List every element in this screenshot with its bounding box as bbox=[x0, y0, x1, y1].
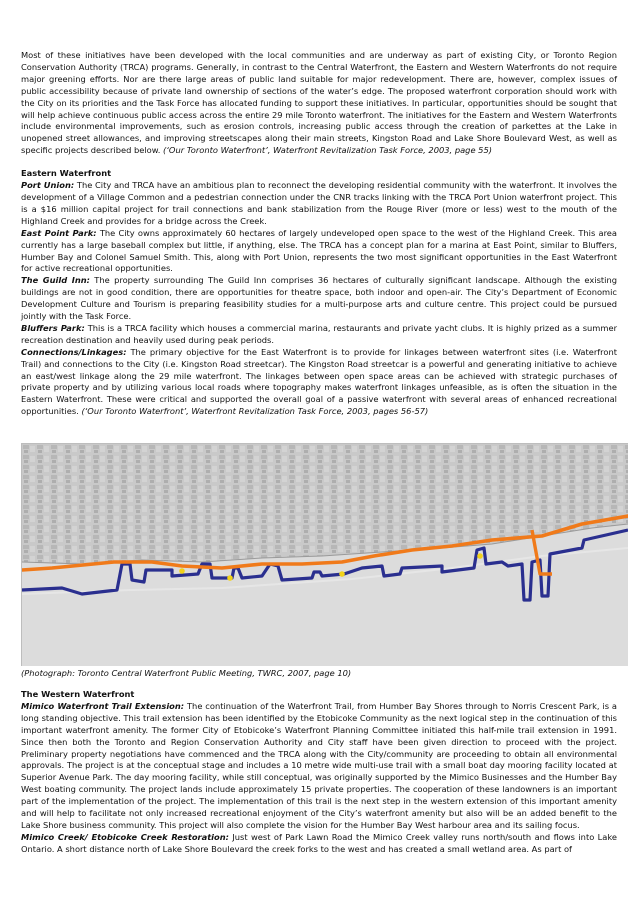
connections-lead: Connections/Linkages: bbox=[21, 346, 127, 357]
lower-text bbox=[21, 689, 617, 856]
port-union-lead: Port Union: bbox=[21, 180, 75, 191]
east-point-lead: East Point Park: bbox=[21, 227, 97, 238]
mimico-trail-lead: Mimico Waterfront Trail Extension: bbox=[21, 700, 185, 711]
western-heading: The Western Waterfront bbox=[21, 689, 135, 699]
marker-dot bbox=[179, 568, 185, 574]
marker-dot bbox=[227, 575, 233, 581]
guild-inn-text: The property surrounding The Guild Inn comprises 36 hectares of culturally significant landscape. Although the existing buildings are not in good condition, there are opportunities for theatre space, both indoor and open-air. The City’s Department of Economic Development Culture and Tourism is preparing feasibility studies for a multi-purpose arts and culture centre. This project could be pursued jointly with the Task Force. bbox=[21, 275, 617, 322]
mimico-creek-lead: Mimico Creek/ Etobicoke Creek Restoration: bbox=[21, 831, 229, 842]
east-point-paragraph bbox=[21, 228, 617, 276]
bluffers-lead: Bluffers Park: bbox=[21, 322, 85, 333]
waterfront-aerial-photo bbox=[21, 443, 628, 666]
intro-paragraph bbox=[21, 50, 617, 157]
waterfront-map-graphic bbox=[22, 444, 628, 666]
intro-text: Most of these initiatives have been developed with the local communities and are underway as part of existing City, or Toronto Region Conservation Authority (TRCA) programs. Generally, in contrast to the Central Waterfront, the Eastern and Western Waterfronts do not require major greening efforts. Nor are there large areas of public land suitable for major redevelopment. There are, however, complex issues of public accessibility because of private land ownership of sections of the water’s edge. The proposed waterfront corporation should work with the City on its priorities and the Task Force has allocated funding to support these initiatives. In particular, opportunities should be sought that will help achieve continuous public access across the entire 29 mile Toronto waterfront. The initiatives for the Eastern and Western Waterfronts include environmental improvements, such as erosion controls, increasing public access through the creation of parkettes at the Lake in unopened street allowances, and improving streetscapes along their main streets, Kingston Road and Lake Shore Boulevard West, as well as specific projects described below. bbox=[21, 50, 617, 156]
port-union-text: The City and TRCA have an ambitious plan to reconnect the developing residential community with the waterfront. It involves the development of a Village Common and a pedestrian connection under the CNR tracks linking with the TRCA Port Union waterfront project. This is a $16 million capital project for trail connections and bank stabilization from the Rouge River (more or less) west to the mouth of the Highland Creek and provides for a bridge across the Creek. bbox=[21, 180, 618, 226]
east-point-text: The City owns approximately 60 hectares of largely undeveloped open space to the west of the Highland Creek. This area currently has a large baseball complex but little, if anything, else. The TRCA has a concept plan for a marina at East Point, similar to Bluffers, Humber Bay and Colonel Samuel Smith. This, along with Port Union, represents the two most significant opportunities in the East Waterfront for active recreational opportunities. bbox=[21, 227, 617, 274]
connections-citation: (‘Our Toronto Waterfront’, Waterfront Revitalization Task Force, 2003, pages 56-57) bbox=[81, 406, 429, 417]
guild-inn-lead: The Guild Inn: bbox=[21, 275, 90, 286]
intro-citation: (‘Our Toronto Waterfront’, Waterfront Revitalization Task Force, 2003, page 55) bbox=[163, 145, 492, 156]
mimico-trail-text: The continuation of the Waterfront Trail, from Humber Bay Shores through to Norris Crescent Park, is a long standing objective. This trail extension has been identified by the Etobicoke Community as the next logical step in the continuation of this important waterfront amenity. The former City of Etobicoke’s Waterfront Planning Committee initiated this half-mile trail extension in 1991. Since then both the Toronto and Region Conservation Authority and City staff have been given direction to proceed with the project. Preliminary property negotiations have commenced and the TRCA along with the City/community are proceeding to obtain all environmental approvals. The project is at the conceptual stage and includes a 10 metre wide multi-use trail with a small boat day mooring facility located at Superior Avenue Park. The day mooring facility, while still conceptual, was originally supported by the Mimico Businesses and the Humber Bay West boating community. The project lands include approximately 15 private properties. The cooperation of these landowners is an important part of the implementation of the project. The implementation of this trail is the next step in the western extension of this important amenity and will help to facilitate not only increased recreational enjoyment of the City’s waterfront amenity but also will be an added benefit to the Lake Shore business community. This project will also complete the vision for the Humber Bay West harbour area and its sailing focus. bbox=[21, 700, 617, 830]
bluffers-text: This is a TRCA facility which houses a commercial marina, restaurants and private yacht clubs. It is highly prized as a summer recreation destination and heavily used during peak periods. bbox=[21, 322, 617, 345]
connections-paragraph bbox=[21, 347, 617, 418]
mimico-creek-paragraph bbox=[21, 832, 617, 856]
guild-inn-paragraph bbox=[21, 275, 617, 323]
mimico-trail-paragraph bbox=[21, 701, 617, 832]
photo-caption: (Photograph: Toronto Central Waterfront Public Meeting, TWRC, 2007, page 10) bbox=[21, 668, 352, 678]
eastern-heading: Eastern Waterfront bbox=[21, 168, 112, 179]
marker-dot bbox=[339, 571, 345, 577]
port-union-paragraph bbox=[21, 180, 617, 228]
upper-text bbox=[21, 50, 617, 418]
marker-dot bbox=[477, 553, 483, 559]
connections-text: The primary objective for the East Waterfront is to provide for linkages between waterfront sites (i.e. Waterfront Trail) and connections to the City (i.e. Kingston Road streetcar). The Kingston Road streetcar is a powerful and generating initiative to achieve an east/west linkage along the 29 mile waterfront. The linkages between open space areas can be achieved with strategic purchases of private property and by utilizing various local roads where topography makes waterfront linkages unfeasible, as is often the situation in the Eastern Waterfront. These were critical and supported the overall goal of a passive waterfront with several areas of enhanced recreational opportunities. bbox=[21, 346, 617, 417]
bluffers-paragraph bbox=[21, 323, 617, 347]
mimico-creek-text: Just west of Park Lawn Road the Mimico Creek valley runs north/south and flows into Lake Ontario. A short distance north of Lake Shore Boulevard the creek forks to the west and has created a small wetland area. As part of bbox=[21, 831, 617, 854]
